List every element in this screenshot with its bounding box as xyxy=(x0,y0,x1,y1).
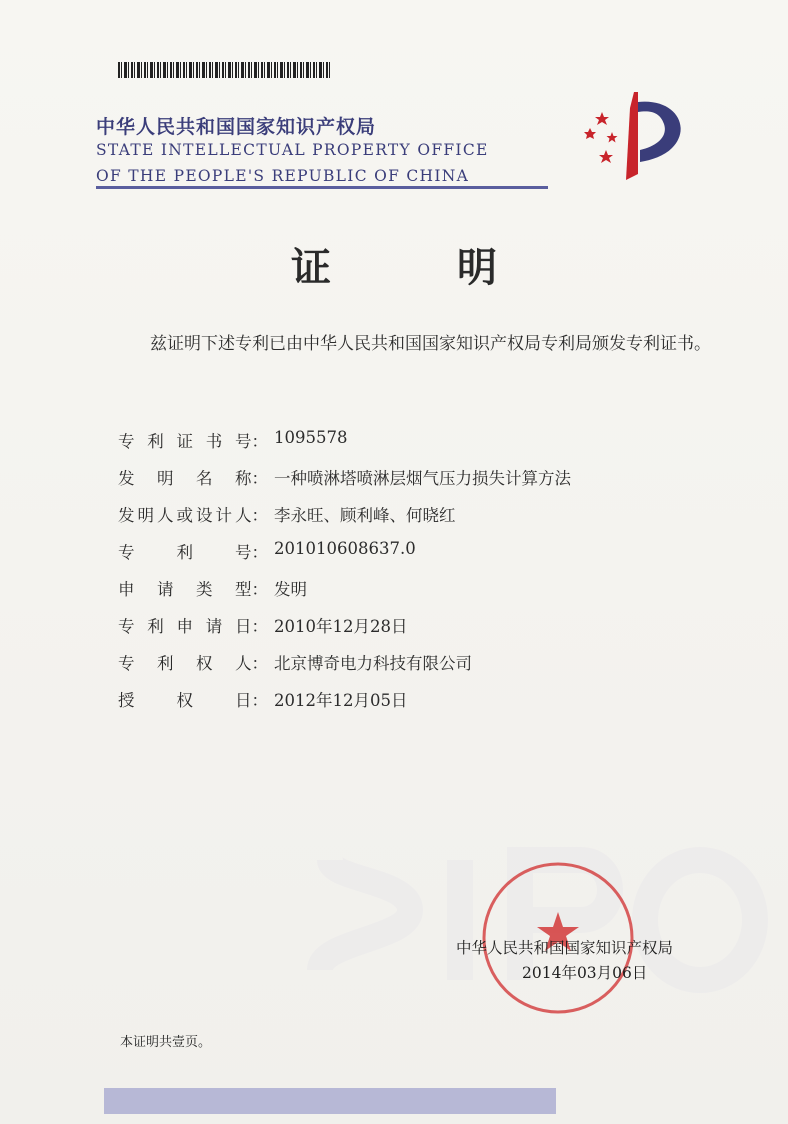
field-value: 201010608637.0 xyxy=(274,539,416,558)
field-value: 1095578 xyxy=(274,428,348,447)
field-value: 发明 xyxy=(274,580,307,599)
org-name-cn: 中华人民共和国国家知识产权局 xyxy=(96,116,377,138)
header-divider xyxy=(96,186,548,189)
org-name-en-line2: OF THE PEOPLE'S REPUBLIC OF CHINA xyxy=(96,167,470,185)
field-label: 专 利 权 人： xyxy=(118,654,268,673)
sipo-emblem-icon xyxy=(572,88,690,188)
field-value: 北京博奇电力科技有限公司 xyxy=(274,654,472,673)
field-value: 李永旺、顾利峰、何晓红 xyxy=(274,506,456,525)
field-label: 发 明 名 称： xyxy=(118,469,268,488)
document-title: 证 明 xyxy=(291,245,553,291)
field-label: 发 明 人 或 设 计 人： xyxy=(118,506,268,525)
field-label: 申 请 类 型： xyxy=(118,580,268,599)
field-label: 授 权 日： xyxy=(118,691,268,710)
org-name-en-line1: STATE INTELLECTUAL PROPERTY OFFICE xyxy=(96,141,489,159)
field-value: 2010年12月28日 xyxy=(274,617,408,636)
field-label: 专 利 申 请 日： xyxy=(118,617,268,636)
intro-paragraph: 兹证明下述专利已由中华人民共和国国家知识产权局专利局颁发专利证书。 xyxy=(150,334,711,354)
footer-band xyxy=(104,1088,556,1114)
field-label: 专 利 证 书 号： xyxy=(118,432,268,451)
field-value: 2012年12月05日 xyxy=(274,691,408,710)
page-count-note: 本证明共壹页。 xyxy=(120,1035,212,1050)
issue-date: 2014年03月06日 xyxy=(522,964,648,982)
issuing-authority: 中华人民共和国国家知识产权局 xyxy=(456,939,674,957)
barcode-icon xyxy=(118,62,332,78)
field-label: 专 利 号： xyxy=(118,543,268,562)
field-value: 一种喷淋塔喷淋层烟气压力损失计算方法 xyxy=(274,469,571,488)
